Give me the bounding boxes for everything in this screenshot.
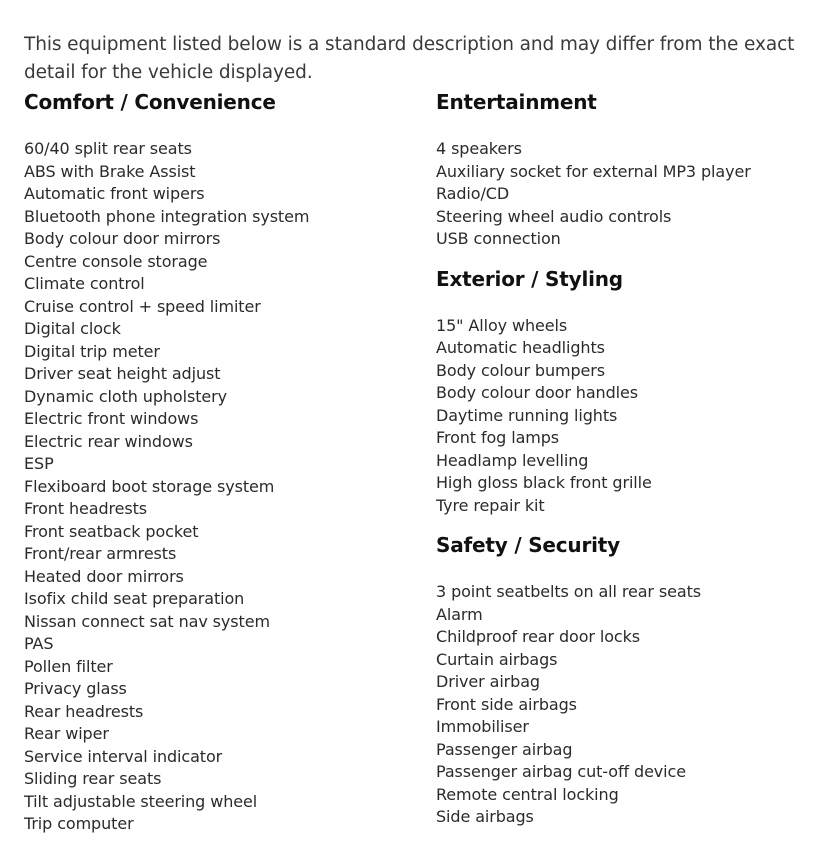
feature-item: Flexiboard boot storage system (24, 476, 275, 496)
feature-item: Front/rear armrests (24, 544, 177, 563)
feature-item: Front fog lamps (436, 428, 560, 447)
feature-item: Tyre repair kit (436, 495, 545, 515)
feature-item: Centre console storage (24, 251, 208, 271)
section-exterior-styling (436, 265, 836, 518)
feature-item: Headlamp levelling (436, 450, 589, 470)
feature-item: Pollen filter (24, 656, 113, 676)
feature-item: Heated door mirrors (24, 566, 184, 586)
feature-list-entertainment (436, 138, 836, 251)
section-title-comfort-convenience: Comfort / Convenience (24, 90, 276, 114)
feature-item: Side airbags (436, 807, 534, 826)
section-safety-security (436, 531, 836, 829)
equipment-disclaimer: This equipment listed below is a standard description and may differ from the exact detail for the vehicle displayed. (24, 33, 795, 83)
feature-item: Digital trip meter (24, 341, 160, 361)
feature-item: Digital clock (24, 319, 121, 338)
feature-list-safety-security (436, 581, 836, 829)
feature-item: Front headrests (24, 499, 148, 518)
feature-item: 15" Alloy wheels (436, 315, 568, 335)
feature-item: Bluetooth phone integration system (24, 206, 310, 226)
feature-item: Remote central locking (436, 784, 619, 804)
feature-list-exterior-styling (436, 315, 836, 518)
feature-item: Isofix child seat preparation (24, 589, 245, 608)
feature-item: Driver airbag (436, 672, 540, 691)
feature-item: Passenger airbag (436, 739, 573, 759)
feature-item: Trip computer (24, 814, 134, 833)
left-column (24, 88, 424, 836)
feature-item: Electric front windows (24, 409, 199, 428)
feature-item: Body colour door handles (436, 383, 638, 402)
feature-item: Rear wiper (24, 724, 109, 743)
feature-item: Service interval indicator (24, 746, 223, 766)
feature-item: Privacy glass (24, 679, 127, 698)
feature-item: Rear headrests (24, 701, 144, 721)
section-title-safety-security: Safety / Security (436, 533, 620, 557)
feature-item: Electric rear windows (24, 431, 193, 451)
feature-item: High gloss black front grille (436, 473, 652, 492)
feature-item: Nissan connect sat nav system (24, 611, 270, 631)
feature-item: Radio/CD (436, 184, 510, 203)
section-entertainment (436, 88, 836, 251)
feature-item: Body colour bumpers (436, 360, 605, 380)
feature-item: Immobiliser (436, 717, 529, 736)
feature-item: Automatic front wipers (24, 184, 205, 203)
feature-item: Passenger airbag cut-off device (436, 762, 686, 781)
feature-item: Front side airbags (436, 694, 577, 714)
feature-item: Alarm (436, 604, 483, 624)
feature-item: Sliding rear seats (24, 769, 162, 788)
feature-item: Tilt adjustable steering wheel (24, 791, 258, 811)
section-comfort-convenience (24, 88, 424, 836)
feature-item: Driver seat height adjust (24, 364, 221, 383)
feature-item: USB connection (436, 229, 561, 248)
right-column (436, 88, 836, 829)
feature-item: Cruise control + speed limiter (24, 296, 261, 316)
feature-item: Climate control (24, 274, 145, 293)
feature-item: Dynamic cloth upholstery (24, 386, 227, 406)
feature-item: Automatic headlights (436, 338, 605, 357)
feature-item: Body colour door mirrors (24, 229, 221, 248)
feature-list-comfort-convenience (24, 138, 424, 836)
feature-item: Childproof rear door locks (436, 627, 641, 646)
feature-item: Daytime running lights (436, 405, 618, 425)
feature-item: Auxiliary socket for external MP3 player (436, 161, 751, 181)
section-title-exterior-styling: Exterior / Styling (436, 266, 623, 291)
section-title-entertainment: Entertainment (436, 90, 597, 114)
feature-item: Curtain airbags (436, 649, 558, 669)
feature-item: Front seatback pocket (24, 521, 199, 541)
feature-item: 60/40 split rear seats (24, 139, 192, 158)
feature-item: ABS with Brake Assist (24, 161, 196, 181)
feature-item: PAS (24, 634, 54, 653)
feature-item: 4 speakers (436, 139, 522, 158)
feature-item: 3 point seatbelts on all rear seats (436, 582, 701, 601)
feature-item: ESP (24, 454, 54, 473)
feature-item: Steering wheel audio controls (436, 206, 672, 226)
